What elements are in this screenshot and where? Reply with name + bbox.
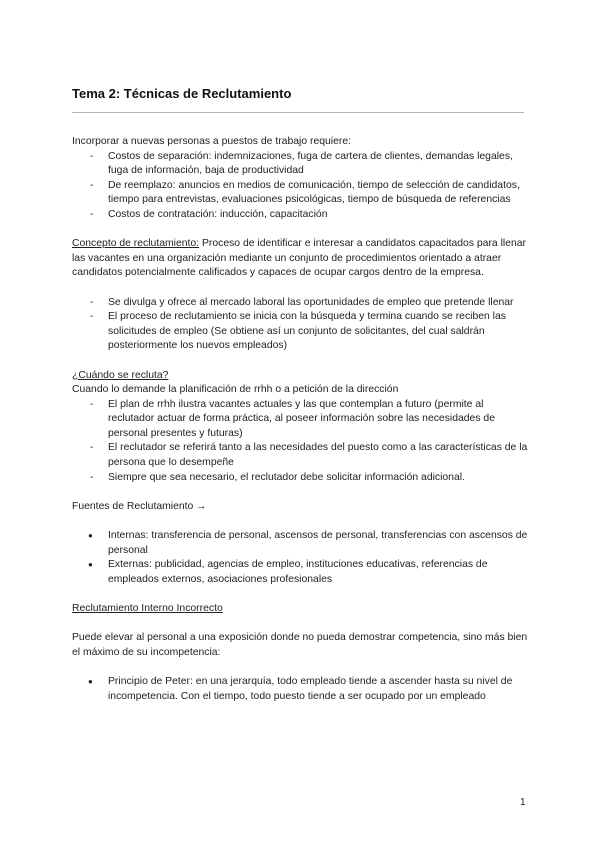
list-item: - El reclutador se referirá tanto a las necesidades del puesto como a las características de la persona que lo desempeñe: [72, 441, 528, 470]
spacer: [72, 223, 528, 238]
spacer: [72, 587, 528, 602]
list-item: - Siempre que sea necesario, el reclutador debe solicitar información adicional.: [72, 471, 528, 486]
interno-text: Puede elevar al personal a una exposición donde no pueda demostrar competencia, sino más bien el máximo de su incompetencia:: [72, 632, 528, 658]
cuando-heading: ¿Cuándo se recluta?: [72, 369, 169, 381]
concepto-heading: Concepto de reclutamiento:: [72, 238, 200, 250]
page-number: 1: [520, 797, 526, 808]
cuando-list: [72, 398, 528, 486]
document-title: Tema 2: Técnicas de Reclutamiento: [72, 86, 292, 101]
list-item: - Costos de separación: indemnizaciones, fuga de cartera de clientes, demandas legales, fuga de información, baja de productividad: [72, 150, 528, 179]
intro-list: [72, 150, 528, 223]
interno-heading: Reclutamiento Interno Incorrecto: [72, 603, 223, 614]
list-item: ● Externas: publicidad, agencias de empleo, instituciones educativas, referencias de empleados externos, asociaciones profesionales: [72, 558, 528, 587]
cuando-lead: Cuando lo demande la planificación de rrhh o a petición de la dirección: [72, 384, 399, 396]
interno-section: [72, 602, 528, 704]
concepto-paragraph: [72, 237, 528, 281]
list-item: - El plan de rrhh ilustra vacantes actuales y las que contemplan a futuro (permite al reclutador actuar de forma práctica, al poseer información sobre las necesidades de personal presentes y futuras): [72, 398, 528, 442]
list-item: - El proceso de reclutamiento se inicia con la búsqueda y termina cuando se reciben las solicitudes de empleo (Se obtiene así un conjunto de solicitantes, del cual saldrán posteriormente los nuevos empleados): [72, 310, 528, 354]
fuentes-list: [72, 529, 528, 587]
concepto-list: [72, 296, 528, 354]
list-item: - Se divulga y ofrece al mercado laboral las oportunidades de empleo que pretende llenar: [72, 296, 528, 311]
title-divider: [72, 112, 524, 113]
intro-section: [72, 135, 528, 223]
fuentes-heading: Fuentes de Reclutamiento →: [72, 500, 207, 512]
spacer: [72, 514, 528, 529]
spacer: [72, 617, 528, 632]
interno-list: [72, 675, 528, 704]
list-item: - Costos de contratación: inducción, capacitación: [72, 208, 528, 223]
spacer: [72, 281, 528, 296]
intro-lead: Incorporar a nuevas personas a puestos de trabajo requiere:: [72, 136, 351, 147]
concepto-text: Proceso de identificar e interesar a candidatos capacitados para llenar las vacantes en una organización mediante un conjunto de procedimientos orientado a atraer candidatos potencialmente calificados y capaces de ocupar cargos dentro de la empresa.: [72, 238, 526, 279]
fuentes-section: [72, 500, 528, 588]
list-item: ● Internas: transferencia de personal, ascensos de personal, transferencias con ascensos de personal: [72, 529, 528, 558]
list-item: ● Principio de Peter: en una jerarquía, todo empleado tiende a ascender hasta su nivel de incompetencia. Con el tiempo, todo puesto tiende a ser ocupado por un empleado: [72, 675, 528, 704]
spacer: [72, 660, 528, 675]
cuando-section: [72, 369, 528, 486]
spacer: [72, 485, 528, 500]
list-item: - De reemplazo: anuncios en medios de comunicación, tiempo de selección de candidatos, tiempo para entrevistas, evaluaciones psicológicas, tiempo de búsqueda de referencias: [72, 179, 528, 208]
spacer: [72, 354, 528, 369]
concepto-section: [72, 237, 528, 354]
document-body: [72, 135, 528, 704]
